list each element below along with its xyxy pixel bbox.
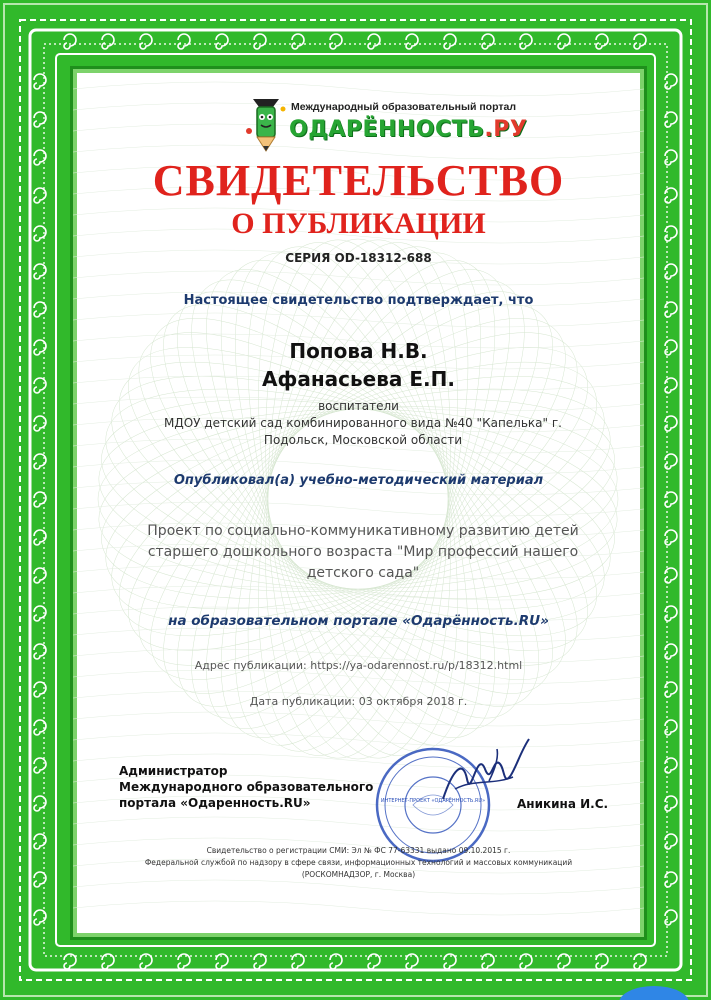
recipient-organization: МДОУ детский сад комбинированного вида №40 "Капелька" г. Подольск, Московской области (164, 416, 562, 447)
frame-curl (292, 954, 304, 969)
frame-curl (330, 34, 342, 49)
frame-curl (558, 34, 570, 49)
frame-curl (34, 112, 46, 127)
frame-curl (665, 568, 677, 583)
footer-line: Свидетельство о регистрации СМИ: Эл № ФС 77-63331 выдано 09.10.2015 г. (206, 846, 511, 855)
certificate-title: СВИДЕТЕЛЬСТВО (152, 156, 565, 205)
frame-curl (634, 34, 646, 49)
published-text: Опубликовал(а) учебно-методический материал (173, 473, 544, 488)
frame-curl (34, 682, 46, 697)
frame-curl (665, 378, 677, 393)
frame-curl (254, 34, 266, 49)
frame-curl (102, 34, 114, 49)
frame-curl (665, 112, 677, 127)
frame-curl (558, 954, 570, 969)
frame-curl (665, 226, 677, 241)
pencil-mascot-icon (243, 95, 289, 153)
frame-curl (665, 188, 677, 203)
portal-logo (243, 91, 528, 155)
certificate-subtitle: О ПУБЛИКАЦИИ (231, 207, 486, 240)
admin-line: Международного образовательного (119, 780, 374, 794)
stamp-text: ИНТЕРНЕТ-ПРОЕКТ «ОДАРЁННОСТЬ.RU» (380, 798, 486, 804)
frame-curl (665, 872, 677, 887)
frame-curl (520, 34, 532, 49)
frame-curl (216, 34, 228, 49)
publication-date: Дата публикации: 03 октября 2018 г. (249, 695, 468, 708)
frame-curl (178, 954, 190, 969)
portal-name: ОДАРЁННОСТЬ.РУ (289, 117, 528, 142)
frame-curl (34, 378, 46, 393)
material-title: Проект по социально-коммуникативному развитию детей старшего дошкольного возраста "Мир профессий нашего детского сада" (147, 523, 579, 581)
frame-curl (34, 758, 46, 773)
frame-curl (368, 954, 380, 969)
frame-curl (34, 872, 46, 887)
recipient-name: Афанасьева Е.П. (262, 367, 455, 391)
frame-curl (665, 682, 677, 697)
frame-curl (665, 492, 677, 507)
frame-curl (34, 834, 46, 849)
frame-curl (665, 606, 677, 621)
portal-line: на образовательном портале «Одарённость.RU» (168, 613, 549, 629)
registration-footer (103, 845, 614, 881)
footer-line: Федеральной службой по надзору в сфере связи, информационных технологий и массовых коммуникаций (144, 858, 573, 867)
frame-curl (665, 416, 677, 431)
frame-curl (596, 34, 608, 49)
admin-line: Администратор (119, 764, 228, 778)
recipient-role: воспитатели (318, 399, 399, 413)
frame-curl (34, 74, 46, 89)
frame-curl (34, 264, 46, 279)
frame-curl (34, 188, 46, 203)
frame-curl (482, 954, 494, 969)
frame-curl (368, 34, 380, 49)
frame-curl (482, 34, 494, 49)
frame-curl (406, 34, 418, 49)
frame-curl (665, 758, 677, 773)
frame-curl (292, 34, 304, 49)
frame-curl (102, 954, 114, 969)
frame-curl (64, 34, 76, 49)
confirm-text: Настоящее свидетельство подтверждает, что (183, 293, 534, 308)
administrator-block (119, 763, 373, 811)
publication-address: Адрес публикации: https://ya-odarennost.ru/p/18312.html (194, 659, 523, 672)
frame-curl (665, 796, 677, 811)
frame-curl (34, 302, 46, 317)
portal-caption: Международный образовательный портал (291, 101, 517, 113)
signer-name: Аникина И.С. (517, 797, 609, 811)
footer-line: (РОСКОМНАДЗОР, г. Москва) (301, 870, 416, 879)
certificate-body (70, 66, 647, 940)
frame-curl (34, 644, 46, 659)
admin-line: портала «Одаренность.RU» (119, 796, 311, 810)
frame-curl (34, 568, 46, 583)
frame-curl (444, 34, 456, 49)
frame-curl (34, 492, 46, 507)
frame-curl (34, 454, 46, 469)
frame-curl (665, 302, 677, 317)
frame-curl (178, 34, 190, 49)
certificate-series: СЕРИЯ OD-18312-688 (285, 251, 432, 265)
recipient-name: Попова Н.В. (289, 339, 428, 363)
frame-curl (140, 34, 152, 49)
